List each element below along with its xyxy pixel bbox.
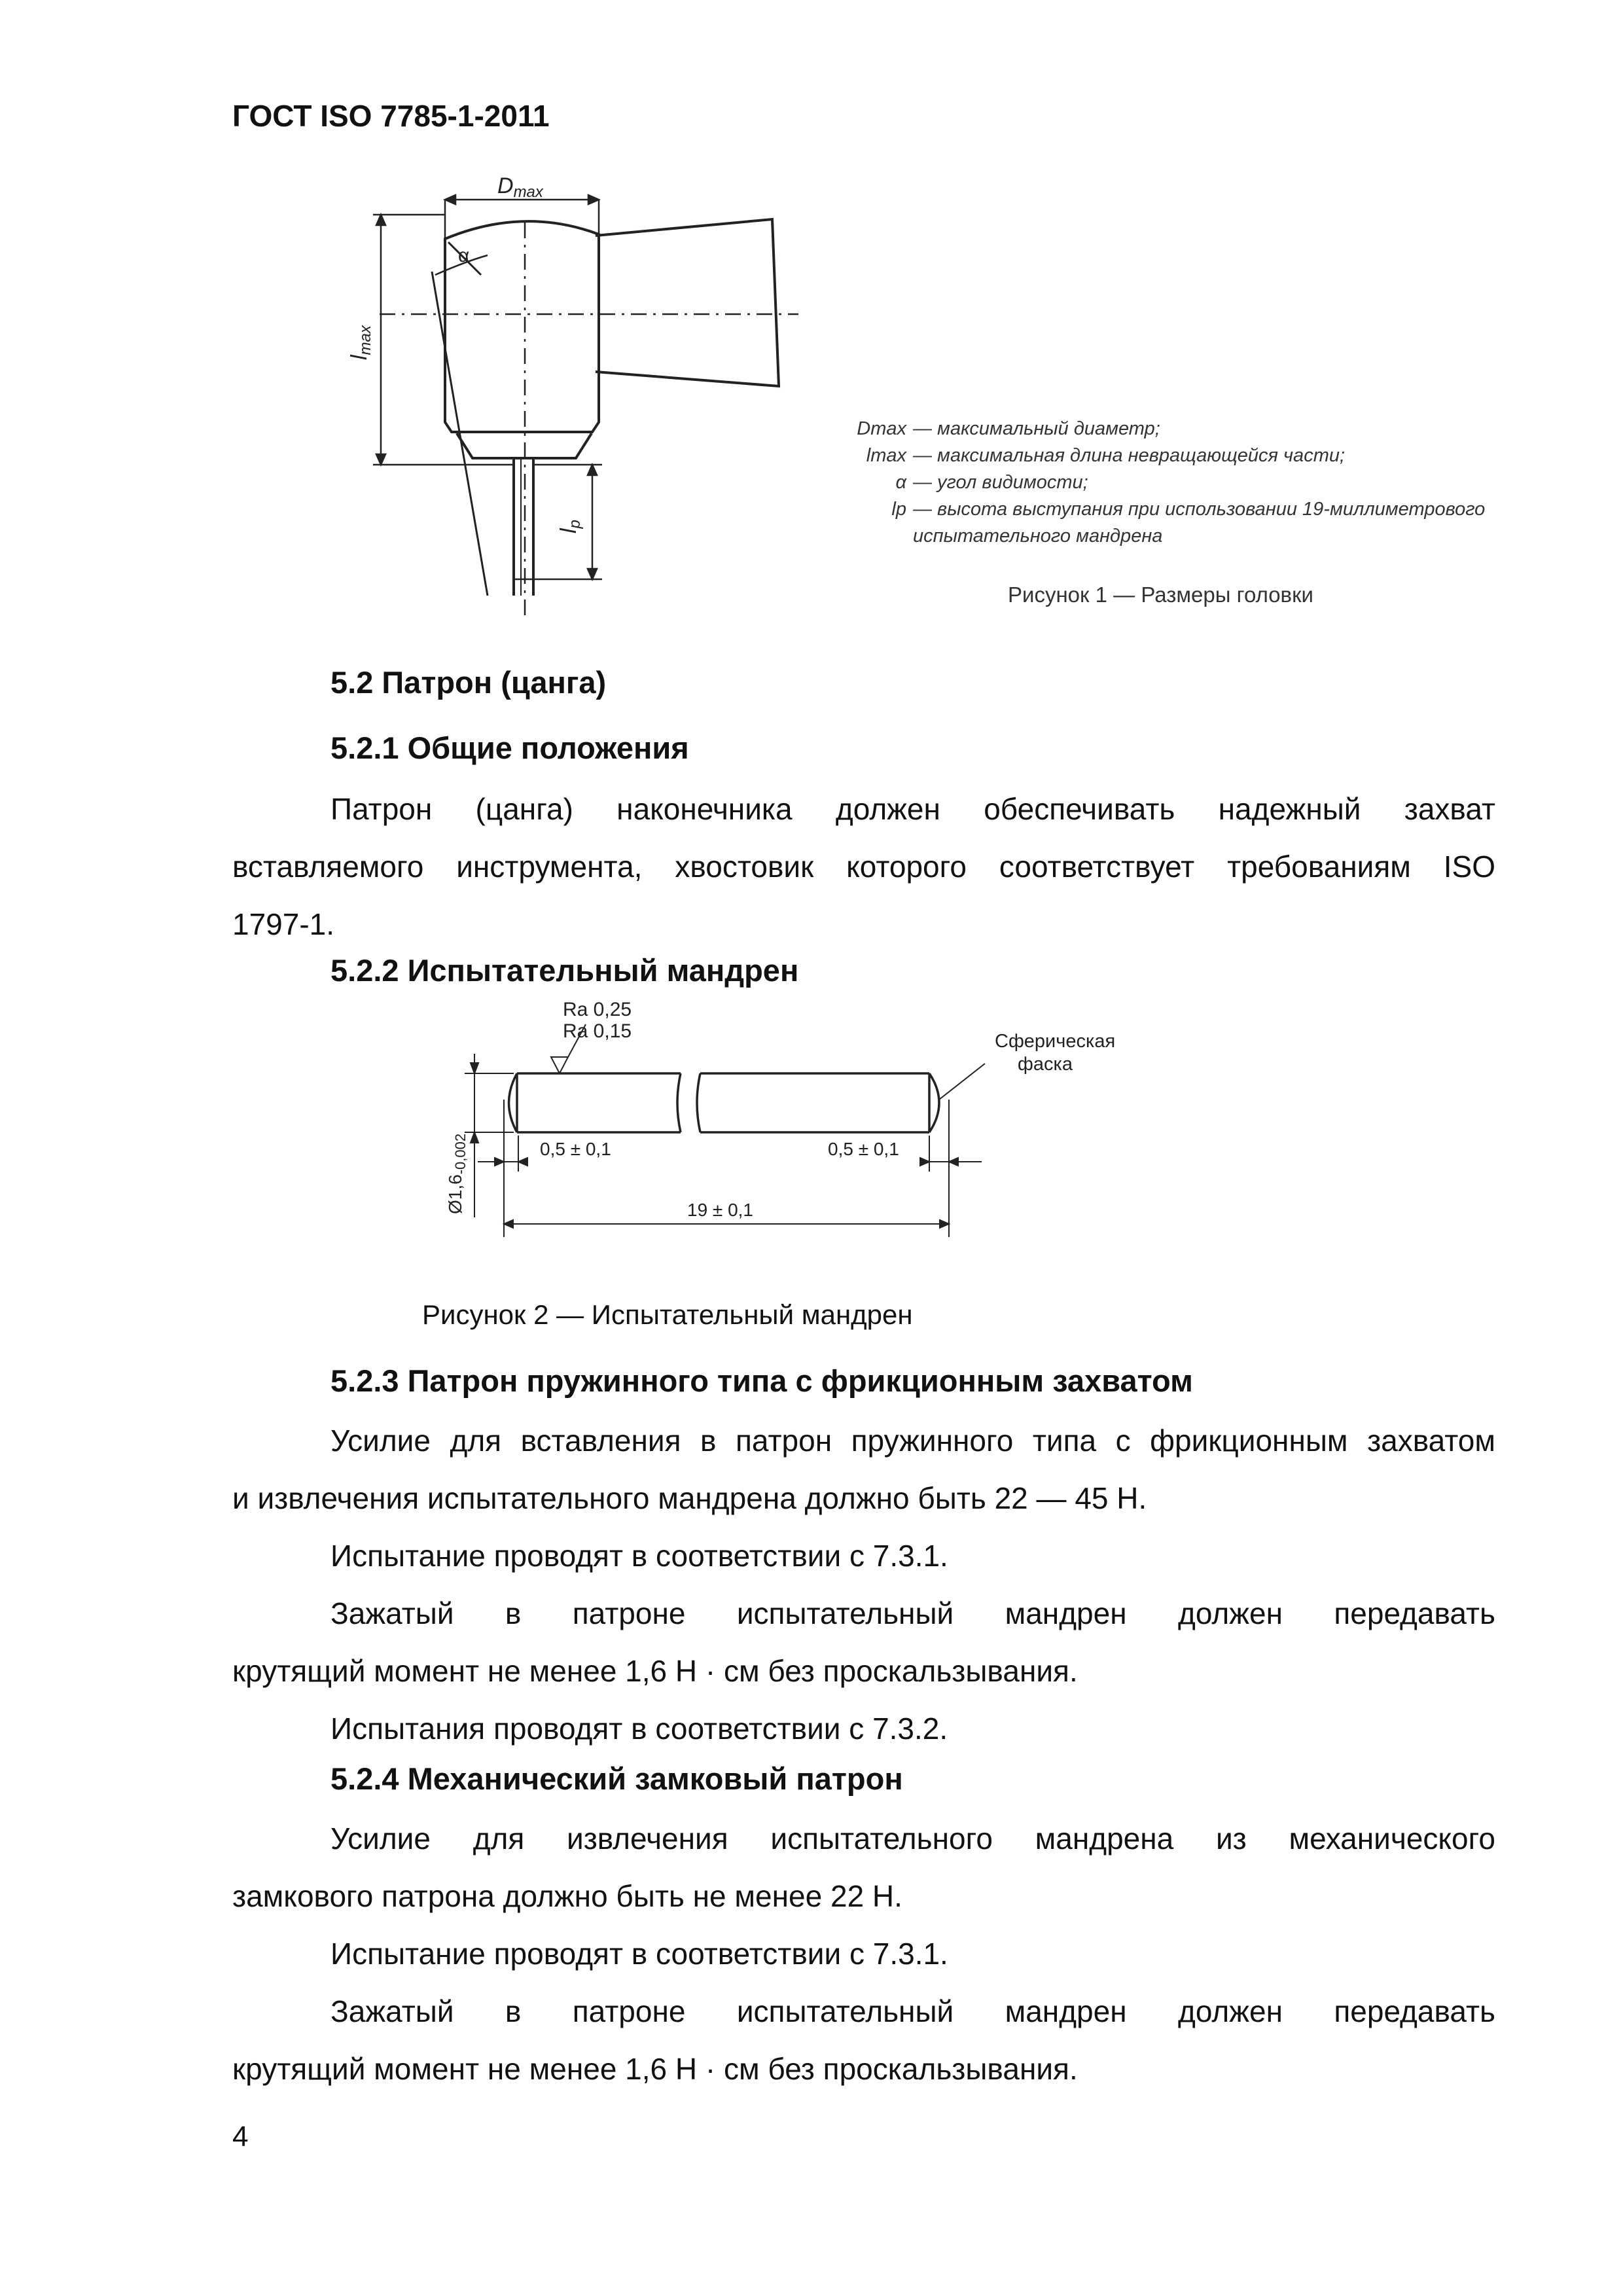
roughness-label-2: Ra 0,15	[563, 1020, 632, 1042]
legend-row: lp — высота выступания при использовании 19-миллиметрового	[891, 499, 1486, 520]
paragraph-line: Усилие для вставления в патрон пружинного типа с фрикционным захватом	[330, 1424, 1495, 1458]
paragraph-line: Усилие для извлечения испытательного мандрена из механического	[330, 1821, 1495, 1856]
paragraph-line: замкового патрона должно быть не менее 22 Н.	[232, 1879, 902, 1913]
paragraph-line: крутящий момент не менее 1,6 Н · см без проскальзывания.	[232, 1654, 1078, 1688]
figure1-head-dimensions-drawing	[314, 164, 812, 635]
document-header: ГОСТ ISO 7785-1-2011	[232, 99, 550, 133]
svg-text:lmax	[347, 325, 374, 360]
chamfer-label-line-1: Сферическая	[995, 1031, 1116, 1052]
paragraph-line: крутящий момент не менее 1,6 Н · см без проскальзывания.	[232, 2052, 1078, 2086]
figure1-legend	[834, 416, 1485, 550]
lmax-label: l	[347, 355, 372, 360]
chamfer-label-line-2: фаска	[1018, 1054, 1073, 1075]
section-5-2-1-heading: 5.2.1 Общие положения	[330, 730, 689, 765]
svg-text:Dmax	[497, 173, 544, 201]
section-5-2-2-heading: 5.2.2 Испытательный мандрен	[330, 953, 799, 988]
section-5-2-4-heading: 5.2.4 Механический замковый патрон	[330, 1761, 903, 1796]
dim-left-chamfer: 0,5 ± 0,1	[540, 1139, 611, 1159]
figure2-caption: Рисунок 2 — Испытательный мандрен	[422, 1299, 913, 1330]
lp-label-subscript: p	[566, 520, 584, 529]
figure1-caption: Рисунок 1 — Размеры головки	[1008, 583, 1313, 607]
dim-diameter: Ø1,6	[445, 1174, 465, 1214]
paragraph-line: вставляемого инструмента, хвостовик которого соответствует требованиям ISO	[232, 850, 1495, 884]
dim-total-length: 19 ± 0,1	[687, 1200, 753, 1220]
paragraph-line: Испытания проводят в соответствии с 7.3.2.	[330, 1712, 948, 1746]
legend-row: испытательного мандрена	[913, 526, 1163, 547]
roughness-label-1: Ra 0,25	[563, 999, 632, 1020]
paragraph-line: Зажатый в патроне испытательный мандрен должен передавать	[330, 1596, 1495, 1630]
dmax-label: D	[497, 173, 514, 198]
paragraph-line: 1797-1.	[232, 907, 335, 941]
section-5-2-heading: 5.2 Патрон (цанга)	[330, 665, 607, 700]
dim-diameter-tolerance: -0,002	[452, 1133, 469, 1175]
svg-text:lp	[556, 520, 584, 533]
legend-row: Dmax — максимальный диаметр;	[857, 418, 1160, 439]
paragraph-line: Патрон (цанга) наконечника должен обеспечивать надежный захват	[330, 792, 1495, 826]
paragraph-line: и извлечения испытательного мандрена должно быть 22 — 45 Н.	[232, 1481, 1147, 1515]
lp-label: l	[556, 528, 581, 533]
paragraph-line: Испытание проводят в соответствии с 7.3.1.	[330, 1937, 948, 1971]
svg-text:Ø1,6-0,002	[445, 1134, 469, 1214]
section-5-2-3-heading: 5.2.3 Патрон пружинного типа с фрикционным захватом	[330, 1363, 1193, 1398]
paragraph-line: Испытание проводят в соответствии с 7.3.1.	[330, 1539, 948, 1573]
dmax-label-subscript: max	[513, 183, 543, 201]
dim-right-chamfer: 0,5 ± 0,1	[828, 1139, 899, 1159]
legend-row: α — угол видимости;	[895, 472, 1088, 493]
lmax-label-subscript: max	[357, 325, 374, 355]
legend-row: lmax — максимальная длина невращающейся части;	[866, 445, 1346, 466]
page-number: 4	[232, 2121, 249, 2153]
alpha-label: α	[458, 245, 470, 266]
paragraph-line: Зажатый в патроне испытательный мандрен должен передавать	[330, 1994, 1495, 2028]
figure2-test-mandrel-drawing	[406, 995, 1178, 1244]
